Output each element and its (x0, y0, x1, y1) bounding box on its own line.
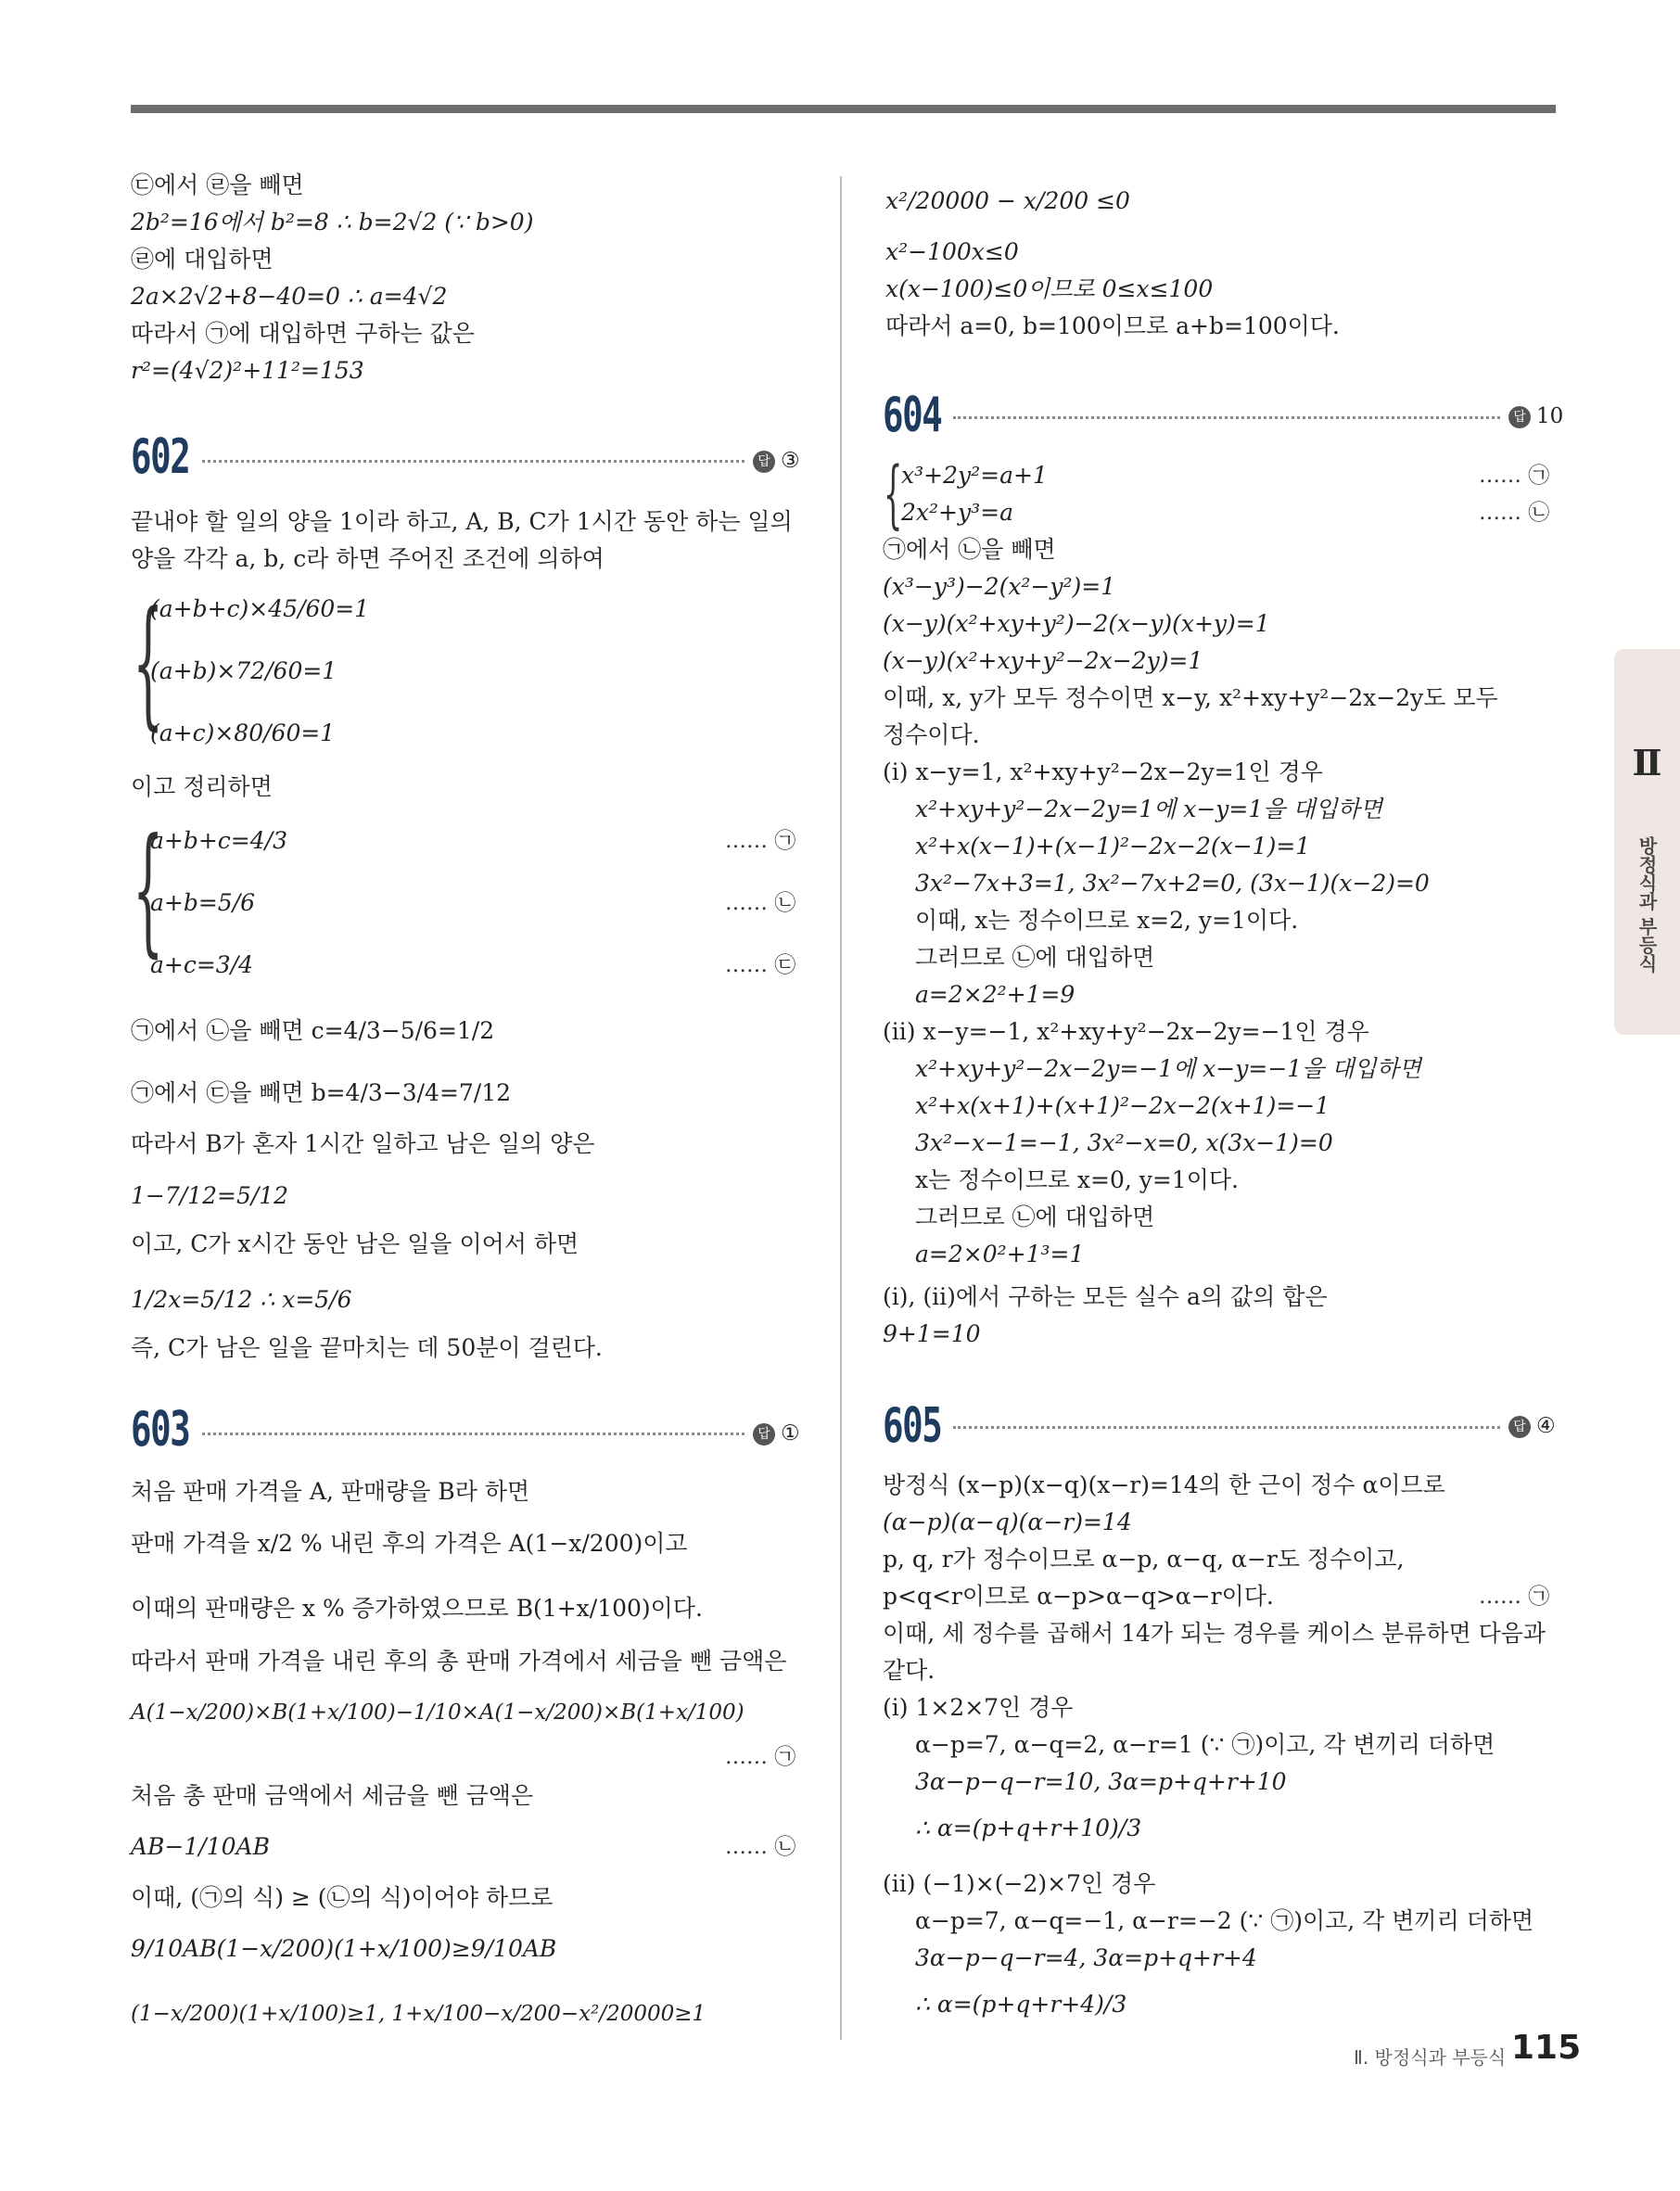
text-line: 정수이다. (883, 721, 980, 748)
answer-label (1508, 1414, 1556, 1438)
equation-tag: …… ㉠ (725, 829, 796, 853)
equation-tag: …… ㉡ (725, 891, 796, 915)
text-line: (i), (ii)에서 구하는 모든 실수 a의 값의 합은 (883, 1283, 1328, 1310)
text-line: 처음 판매 가격을 A, 판매량을 B라 하면 (131, 1478, 530, 1505)
text-line: 이고 정리하면 (131, 773, 273, 800)
equation-tag: …… ㉠ (1479, 464, 1550, 488)
math-line: 3α−p−q−r=4, 3α=p+q+r+4 (915, 1944, 1257, 1971)
answer-badge-icon: 답 (1508, 1416, 1531, 1438)
top-rule (131, 105, 1556, 113)
text-line: 그러므로 ㉡에 대입하면 (915, 944, 1155, 971)
math-line: a=2×2²+1=9 (915, 981, 1075, 1008)
text-line: α−p=7, α−q=2, α−r=1 (∵ ㉠)이고, 각 변끼리 더하면 (915, 1731, 1495, 1758)
math-line: x²/20000 − x/200 ≤0 (885, 187, 1130, 214)
chapter-roman-numeral: Ⅱ (1632, 742, 1662, 783)
math-line: x²+x(x−1)+(x−1)²−2x−2(x−1)=1 (915, 833, 1311, 860)
text-line: ㉣에 대입하면 (131, 246, 274, 273)
text-line: 처음 총 판매 금액에서 세금을 뺀 금액은 (131, 1782, 534, 1809)
math-line: x(x−100)≤0이므로 0≤x≤100 (885, 275, 1214, 302)
equation: (a+b)×72/60=1 (150, 657, 337, 684)
left-brace: { (133, 809, 164, 971)
equation-tag: …… ㉠ (725, 1745, 796, 1769)
equation: (a+b+c)×45/60=1 (150, 595, 370, 622)
equation: a+b+c=4/3 (150, 827, 287, 854)
text-line: 이때, (㉠의 식) ≥ (㉡의 식)이어야 하므로 (131, 1884, 554, 1911)
chapter-side-tab (1614, 649, 1680, 1035)
text-line: (i) 1×2×7인 경우 (883, 1694, 1074, 1721)
answer-mark: 10 (1536, 404, 1564, 428)
text-line: x는 정수이므로 x=0, y=1이다. (915, 1166, 1239, 1193)
chapter-tab-label: 방정식과 부등식 (1635, 835, 1658, 973)
left-brace: { (884, 451, 903, 537)
equation: (a+c)×80/60=1 (150, 720, 336, 746)
math-line: x²−100x≤0 (885, 238, 1019, 265)
equation-tag: …… ㉠ (1479, 1585, 1550, 1609)
equation-tag: …… ㉢ (725, 953, 796, 977)
math-line: A(1−x/200)×B(1+x/100)−1/10×A(1−x/200)×B(1+x/100) (131, 1701, 745, 1725)
text-line: 이때, x는 정수이므로 x=2, y=1이다. (915, 907, 1299, 934)
math-line: r²=(4√2)²+11²=153 (131, 357, 364, 384)
text-line: (ii) (−1)×(−2)×7인 경우 (883, 1870, 1156, 1897)
section-number-605: 605 (883, 1398, 942, 1454)
text-line: 방정식 (x−p)(x−q)(x−r)=14의 한 근이 정수 α이므로 (883, 1471, 1445, 1498)
math-line: (1−x/200)(1+x/100)≥1, 1+x/100−x/200−x²/20000≥1 (131, 2002, 706, 2026)
text-line: p, q, r가 정수이므로 α−p, α−q, α−r도 정수이고, (883, 1546, 1405, 1573)
leader-dots (202, 460, 745, 463)
equation-tag: …… ㉡ (725, 1835, 796, 1859)
answer-mark: ① (781, 1421, 800, 1446)
math-line: AB−1/10AB (131, 1833, 270, 1860)
page-number: 115 (1511, 2029, 1582, 2067)
text-line: 이고, C가 x시간 동안 남은 일을 이어서 하면 (131, 1230, 579, 1257)
chapter-tab-text (1633, 788, 1661, 1020)
column-divider (840, 176, 842, 2040)
text-line: 즉, C가 남은 일을 끝마치는 데 50분이 걸린다. (131, 1334, 603, 1361)
math-line: ∴ α=(p+q+r+4)/3 (915, 1991, 1127, 2018)
footer-chapter: Ⅱ. 방정식과 부등식 (1354, 2046, 1507, 2069)
math-line: 2a×2√2+8−40=0 ∴ a=4√2 (131, 283, 448, 310)
math-line: a=2×0²+1³=1 (915, 1241, 1085, 1267)
math-line: 9/10AB(1−x/200)(1+x/100)≥9/10AB (131, 1935, 557, 1962)
math-line: x²+xy+y²−2x−2y=−1에 x−y=−1을 대입하면 (915, 1055, 1421, 1082)
math-line: 3α−p−q−r=10, 3α=p+q+r+10 (915, 1768, 1287, 1795)
answer-label (753, 1421, 800, 1446)
text-line: 이때, x, y가 모두 정수이면 x−y, x²+xy+y²−2x−2y도 모두 (883, 684, 1498, 711)
text-line: 따라서 ㉠에 대입하면 구하는 값은 (131, 320, 475, 347)
answer-badge-icon: 답 (753, 1423, 775, 1446)
equation-tag: …… ㉡ (1479, 501, 1550, 525)
leader-dots (953, 416, 1500, 419)
math-line: 1/2x=5/12 ∴ x=5/6 (131, 1286, 352, 1313)
leader-dots (953, 1426, 1500, 1429)
text-line: ㉠에서 ㉢을 빼면 b=4/3−3/4=7/12 (131, 1079, 512, 1106)
equation: x³+2y²=a+1 (901, 462, 1048, 489)
text-line: 양을 각각 a, b, c라 하면 주어진 조건에 의하여 (131, 545, 605, 572)
text-line: 따라서 B가 혼자 1시간 일하고 남은 일의 양은 (131, 1130, 595, 1157)
left-brace: { (133, 582, 164, 744)
text-line: 따라서 a=0, b=100이므로 a+b=100이다. (885, 312, 1340, 339)
answer-mark: ④ (1536, 1414, 1556, 1438)
section-number-603: 603 (131, 1402, 190, 1458)
section-number-602: 602 (131, 429, 190, 485)
leader-dots (202, 1433, 745, 1435)
equation: a+c=3/4 (150, 951, 254, 978)
math-line: x²+xy+y²−2x−2y=1에 x−y=1을 대입하면 (915, 796, 1382, 822)
math-line: (x−y)(x²+xy+y²−2x−2y)=1 (883, 647, 1203, 674)
text-line: 그러므로 ㉡에 대입하면 (915, 1204, 1155, 1230)
section-number-604: 604 (883, 388, 942, 443)
math-line: 3x²−x−1=−1, 3x²−x=0, x(3x−1)=0 (915, 1129, 1333, 1156)
math-line: 2b²=16에서 b²=8 ∴ b=2√2 (∵ b>0) (131, 209, 534, 236)
math-line: x²+x(x+1)+(x+1)²−2x−2(x+1)=−1 (915, 1092, 1330, 1119)
text-line: α−p=7, α−q=−1, α−r=−2 (∵ ㉠)이고, 각 변끼리 더하면 (915, 1907, 1534, 1934)
math-line: (α−p)(α−q)(α−r)=14 (883, 1509, 1132, 1535)
text-line: 끝내야 할 일의 양을 1이라 하고, A, B, C가 1시간 동안 하는 일의 (131, 508, 793, 535)
math-line: 3x²−7x+3=1, 3x²−7x+2=0, (3x−1)(x−2)=0 (915, 870, 1430, 897)
text-line: (i) x−y=1, x²+xy+y²−2x−2y=1인 경우 (883, 758, 1323, 785)
answer-badge-icon: 답 (753, 451, 775, 473)
answer-badge-icon: 답 (1508, 406, 1531, 428)
text-line: 이때의 판매량은 x % 증가하였으므로 B(1+x/100)이다. (131, 1595, 703, 1622)
text-line: ㉠에서 ㉡을 빼면 (883, 536, 1056, 563)
text-line: 같다. (883, 1657, 935, 1684)
text-line: 이때, 세 정수를 곱해서 14가 되는 경우를 케이스 분류하면 다음과 (883, 1620, 1546, 1647)
answer-label (753, 449, 800, 473)
math-line: (x−y)(x²+xy+y²)−2(x−y)(x+y)=1 (883, 610, 1270, 637)
equation: 2x²+y³=a (901, 499, 1013, 526)
text-line: 따라서 판매 가격을 내린 후의 총 판매 가격에서 세금을 뺀 금액은 (131, 1648, 787, 1675)
text-line: ㉠에서 ㉡을 빼면 c=4/3−5/6=1/2 (131, 1017, 495, 1044)
answer-label (1508, 404, 1563, 428)
text-line: ㉢에서 ㉣을 빼면 (131, 172, 304, 198)
math-line: (x³−y³)−2(x²−y²)=1 (883, 573, 1116, 600)
text-line: 판매 가격을 x/2 % 내린 후의 가격은 A(1−x/200)이고 (131, 1530, 688, 1557)
equation: a+b=5/6 (150, 889, 256, 916)
text-line: p<q<r이므로 α−p>α−q>α−r이다. (883, 1583, 1274, 1610)
math-line: 1−7/12=5/12 (131, 1182, 289, 1209)
math-line: 9+1=10 (883, 1320, 981, 1347)
text-line: (ii) x−y=−1, x²+xy+y²−2x−2y=−1인 경우 (883, 1018, 1369, 1045)
answer-mark: ③ (781, 449, 800, 473)
math-line: ∴ α=(p+q+r+10)/3 (915, 1815, 1142, 1841)
